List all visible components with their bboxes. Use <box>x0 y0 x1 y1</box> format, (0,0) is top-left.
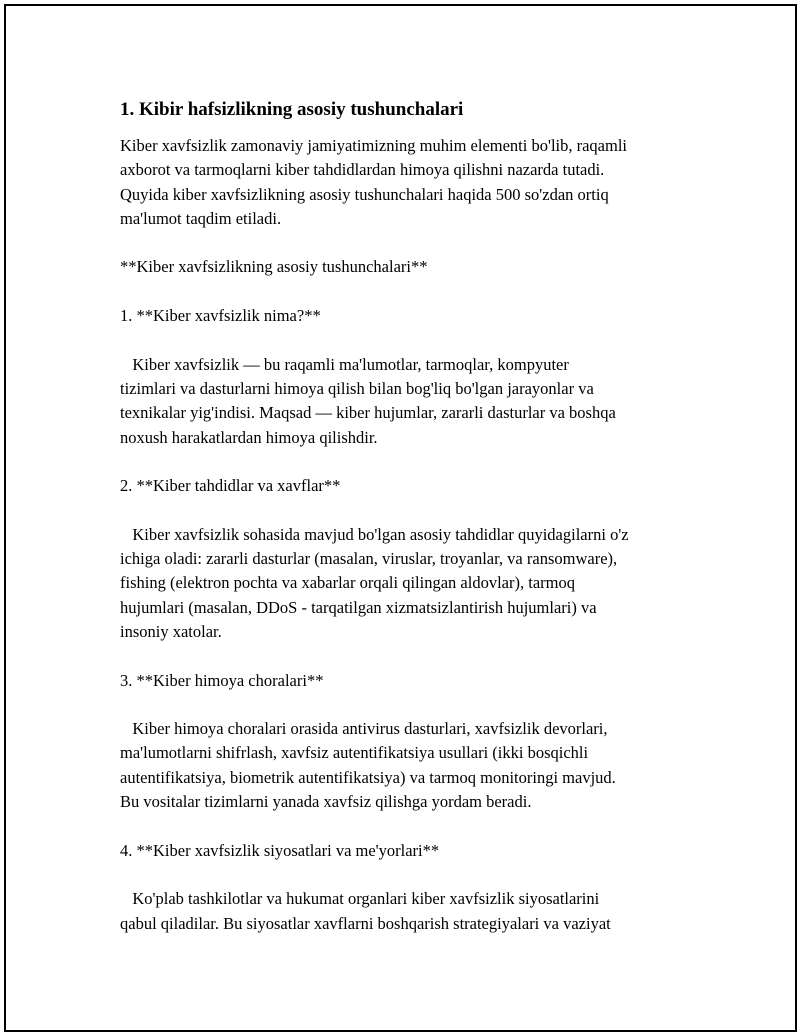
paragraph <box>120 304 700 328</box>
paragraph <box>120 839 700 863</box>
paragraph <box>120 474 700 498</box>
text-line: Kiber xavfsizlik zamonaviy jamiyatimizning muhim elementi bo'lib, raqamli <box>120 136 628 155</box>
text-line: tizimlari va dasturlarni himoya qilish bilan bog'liq bo'lgan jarayonlar va <box>120 378 594 398</box>
text-line: 1. **Kiber xavfsizlik nima?** <box>120 306 321 326</box>
text-line: noxush harakatlardan himoya qilishdir. <box>120 427 378 447</box>
page-frame <box>4 4 797 1032</box>
document-body <box>120 98 700 960</box>
paragraph <box>120 669 700 693</box>
text-line: Kiber himoya choralari orasida antivirus dasturlari, xavfsizlik devorlari, <box>120 719 608 739</box>
text-line: ichiga oladi: zararli dasturlar (masalan, viruslar, troyanlar, va ransomware), <box>120 549 618 569</box>
paragraph <box>120 523 700 644</box>
document-title: 1. Kibir hafsizlikning asosiy tushunchalari <box>120 99 464 120</box>
text-line: qabul qiladilar. Bu siyosatlar xavflarni boshqarish strategiyalari va vaziyat <box>120 913 611 933</box>
text-line: ma'lumot taqdim etiladi. <box>120 208 282 228</box>
text-line: 2. **Kiber tahdidlar va xavflar** <box>120 476 341 496</box>
paragraph <box>120 255 700 279</box>
text-line: ma'lumotlarni shifrlash, xavfsiz autentifikatsiya usullari (ikki bosqichli <box>120 743 589 763</box>
text-line: Kiber xavfsizlik — bu raqamli ma'lumotlar, tarmoqlar, kompyuter <box>120 354 569 374</box>
text-line: Kiber xavfsizlik sohasida mavjud bo'lgan asosiy tahdidlar quyidagilarni o'z <box>120 524 629 544</box>
text-line: 4. **Kiber xavfsizlik siyosatlari va me'yorlari** <box>120 840 440 860</box>
text-line: Bu vositalar tizimlarni yanada xavfsiz qilishga yordam beradi. <box>120 792 532 812</box>
text-line: Quyida kiber xavfsizlikning asosiy tushunchalari haqida 500 so'zdan ortiq <box>120 184 609 204</box>
paragraph-list <box>120 134 700 936</box>
text-line: insoniy xatolar. <box>120 621 222 641</box>
text-line: Ko'plab tashkilotlar va hukumat organlari kiber xavfsizlik siyosatlarini <box>120 889 600 909</box>
text-line: **Kiber xavfsizlikning asosiy tushunchalari** <box>120 257 428 277</box>
text-line: hujumlari (masalan, DDoS - tarqatilgan xizmatsizlantirish hujumlari) va <box>120 597 597 617</box>
text-line: 3. **Kiber himoya choralari** <box>120 670 324 690</box>
text-line: autentifikatsiya, biometrik autentifikatsiya) va tarmoq monitoringi mavjud. <box>120 767 616 787</box>
text-line: axborot va tarmoqlarni kiber tahdidlardan himoya qilishni nazarda tutadi. <box>120 160 605 180</box>
paragraph <box>120 353 700 450</box>
text-line: texnikalar yig'indisi. Maqsad — kiber hujumlar, zararli dasturlar va boshqa <box>120 403 616 423</box>
text-line: fishing (elektron pochta va xabarlar orqali qilingan aldovlar), tarmoq <box>120 573 575 593</box>
paragraph <box>120 134 700 231</box>
paragraph <box>120 887 700 936</box>
paragraph <box>120 717 700 814</box>
